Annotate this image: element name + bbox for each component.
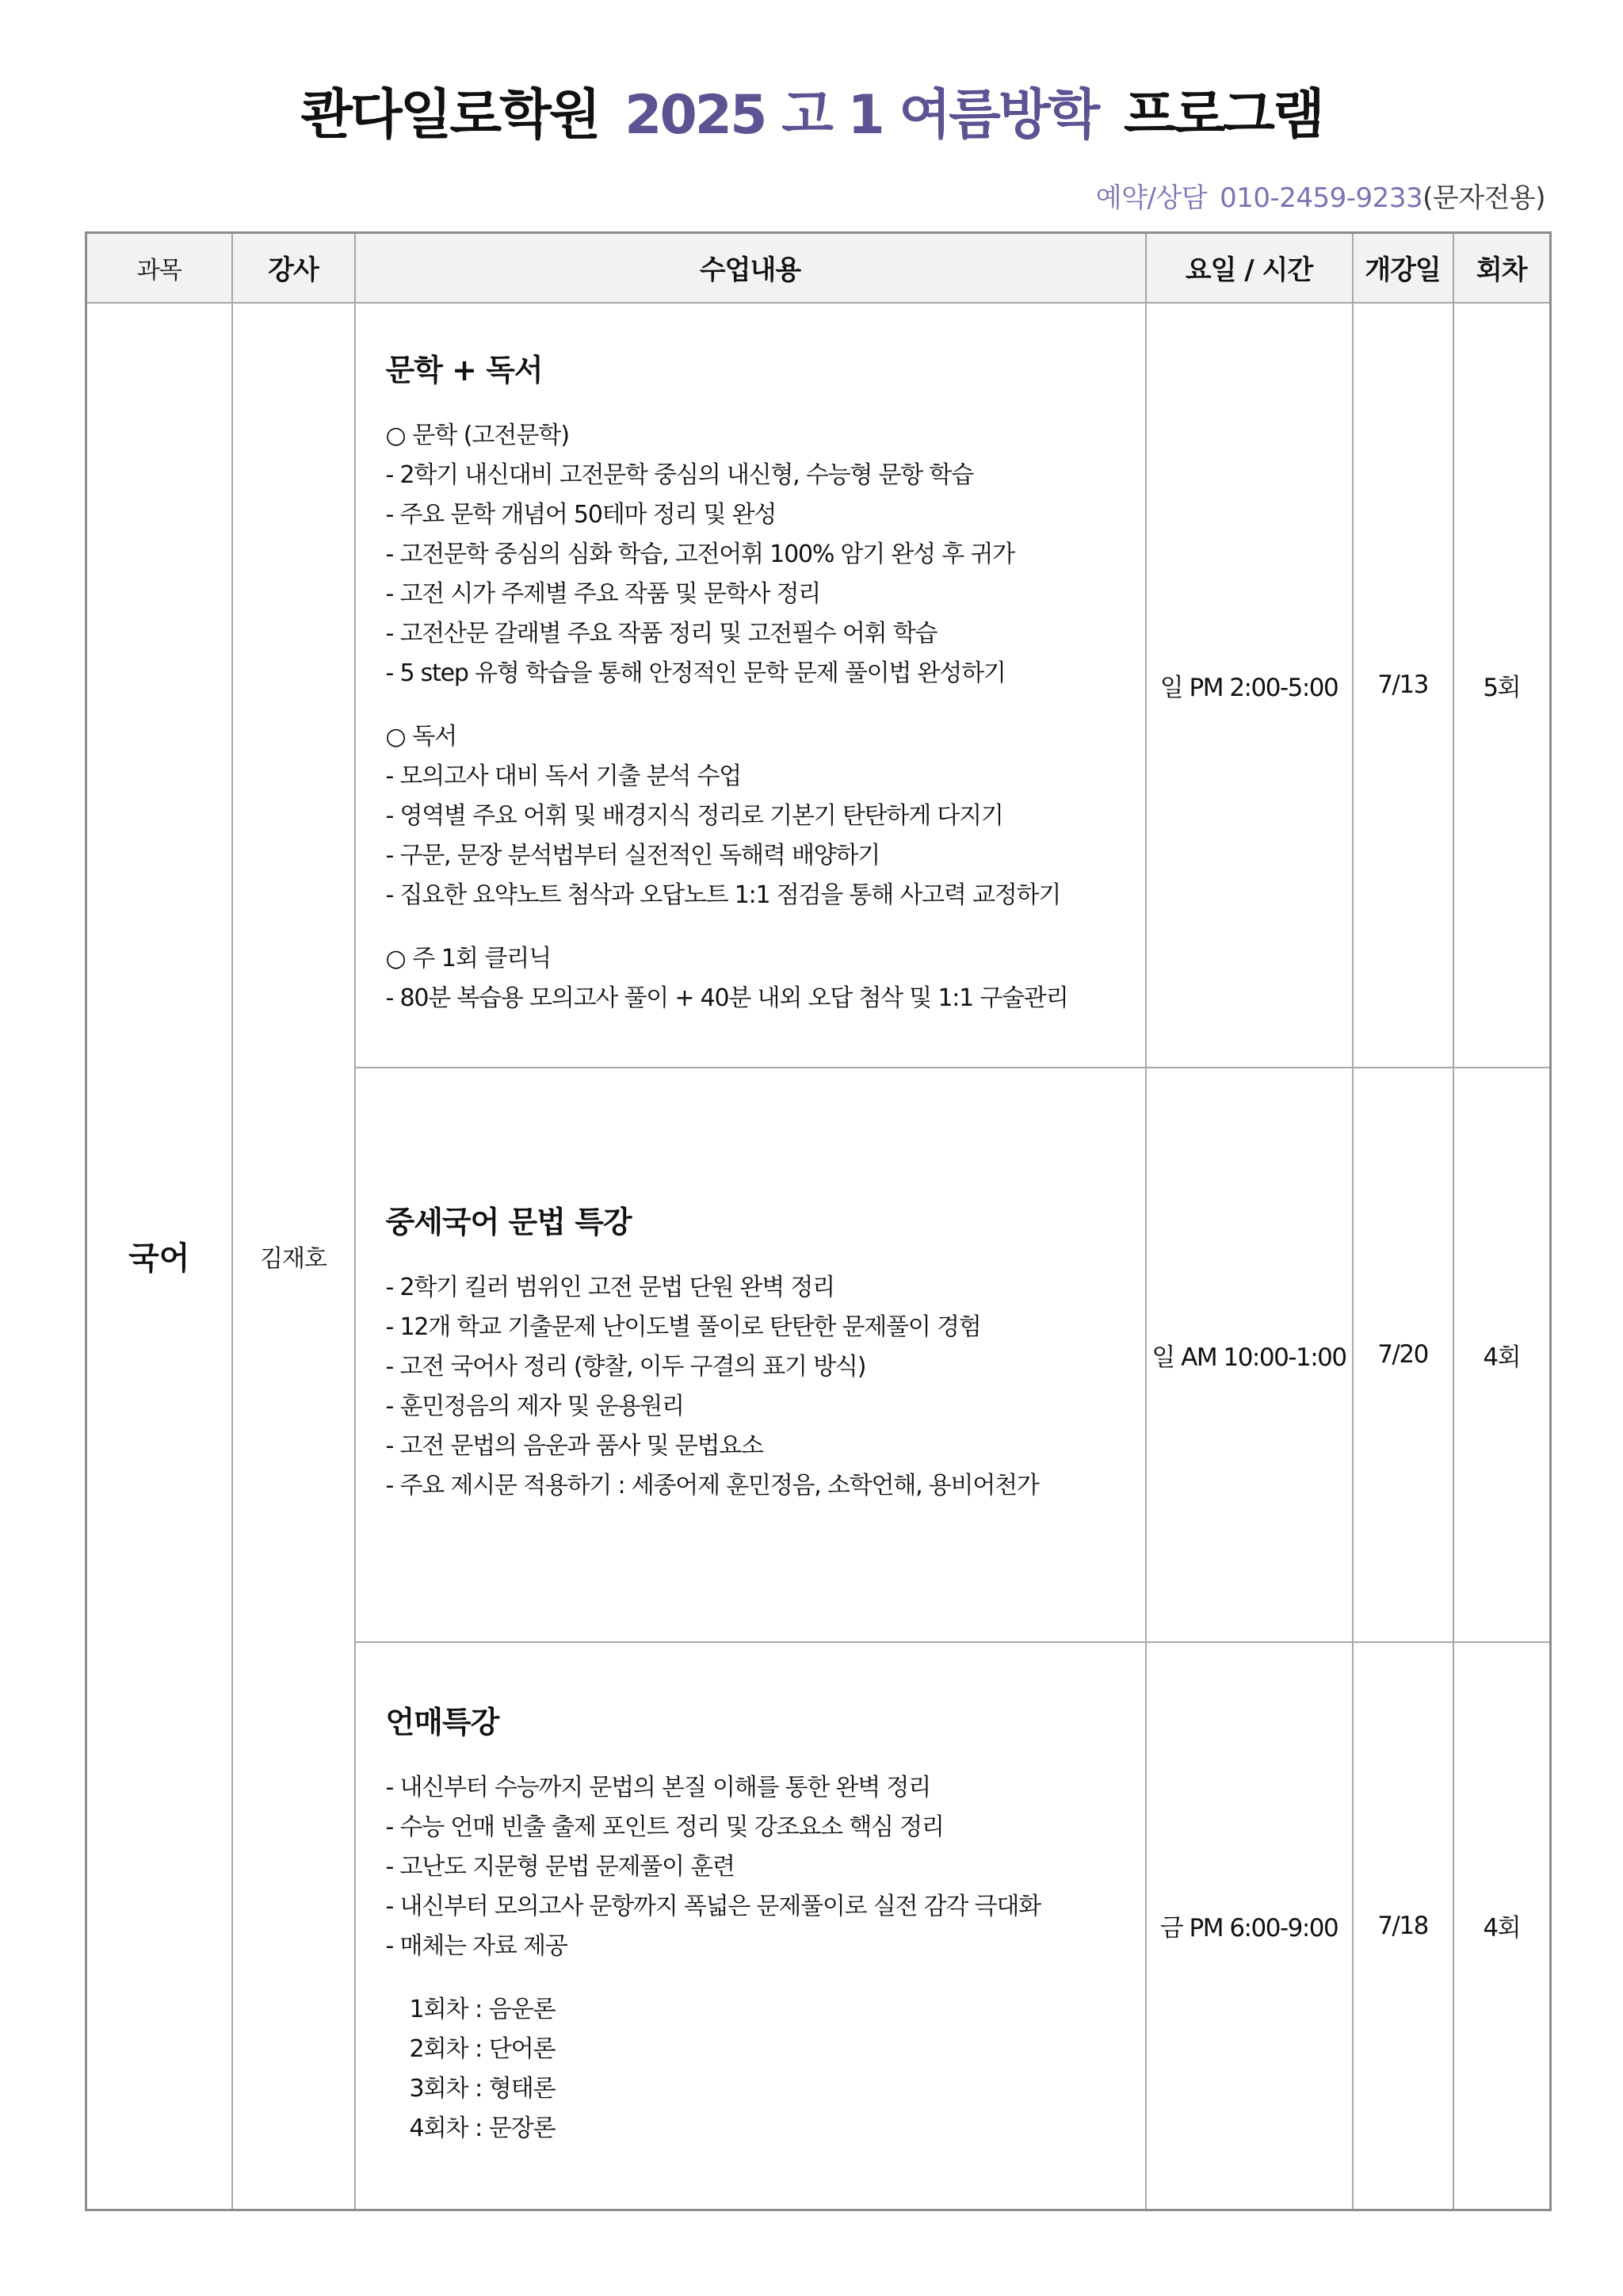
subject-cell: 국어 bbox=[86, 303, 232, 2210]
start-date-cell: 7/13 bbox=[1353, 303, 1453, 1068]
section-heading: ○ 문학 (고전문학) bbox=[385, 422, 570, 450]
table-row bbox=[86, 303, 1551, 1068]
session-plan-item: 3회차 : 형태론 bbox=[409, 2074, 556, 2103]
course-content-cell bbox=[355, 303, 1146, 1068]
list-item: - 내신부터 모의고사 문항까지 폭넓은 문제풀이로 실전 감각 극대화 bbox=[385, 1892, 1041, 1920]
course-content-cell bbox=[355, 1068, 1146, 1642]
list-item: - 고전 문법의 음운과 품사 및 문법요소 bbox=[385, 1432, 763, 1461]
column-header-start: 개강일 bbox=[1353, 233, 1453, 303]
course-title: 문학 + 독서 bbox=[385, 353, 543, 388]
session-plan-item: 4회차 : 문장론 bbox=[409, 2114, 556, 2142]
section-heading: ○ 독서 bbox=[385, 723, 457, 751]
session-plan-item: 2회차 : 단어론 bbox=[409, 2034, 556, 2063]
list-item: - 집요한 요약노트 첨삭과 오답노트 1:1 점검을 통해 사고력 교정하기 bbox=[385, 881, 1061, 910]
list-item: - 고전산문 갈래별 주요 작품 정리 및 고전필수 어휘 학습 bbox=[385, 620, 938, 648]
list-item: - 구문, 문장 분석법부터 실전적인 독해력 배양하기 bbox=[385, 842, 880, 870]
list-item: - 모의고사 대비 독서 기출 분석 수업 bbox=[385, 762, 742, 791]
schedule-cell: 금 PM 6:00-9:00 bbox=[1146, 1642, 1353, 2210]
list-item: - 고전 시가 주제별 주요 작품 및 문학사 정리 bbox=[385, 580, 821, 609]
table-header-row bbox=[86, 233, 1551, 303]
column-header-sessions: 회차 bbox=[1453, 233, 1551, 303]
academy-name: 콴다일로학원 bbox=[300, 84, 599, 147]
column-header-schedule: 요일 / 시간 bbox=[1146, 233, 1353, 303]
list-item: - 수능 언매 빈출 출제 포인트 정리 및 강조요소 핵심 정리 bbox=[385, 1813, 944, 1841]
list-item: - 12개 학교 기출문제 난이도별 풀이로 탄탄한 문제풀이 경험 bbox=[385, 1313, 981, 1342]
course-content-cell bbox=[355, 1642, 1146, 2210]
session-plan-item: 1회차 : 음운론 bbox=[409, 1995, 556, 2023]
contact-info bbox=[1096, 176, 1545, 215]
section-heading: ○ 주 1회 클리닉 bbox=[385, 945, 552, 973]
contact-phone: 010-2459-9233 bbox=[1220, 182, 1423, 214]
schedule-cell: 일 PM 2:00-5:00 bbox=[1146, 303, 1353, 1068]
list-item: - 매체는 자료 제공 bbox=[385, 1931, 567, 1960]
list-item: - 주요 제시문 적용하기 : 세종어제 훈민정음, 소학언해, 용비어천가 bbox=[385, 1472, 1039, 1500]
list-item: - 훈민정음의 제자 및 운용원리 bbox=[385, 1392, 684, 1421]
program-name: 2025 고 1 여름방학 bbox=[624, 84, 1098, 147]
page-title bbox=[0, 78, 1623, 154]
schedule-table bbox=[85, 231, 1552, 2211]
start-date-cell: 7/20 bbox=[1353, 1068, 1453, 1642]
list-item: - 내신부터 수능까지 문법의 본질 이해를 통한 완벽 정리 bbox=[385, 1773, 930, 1801]
sessions-cell: 5회 bbox=[1453, 303, 1551, 1068]
contact-label: 예약/상담 bbox=[1095, 182, 1208, 214]
column-header-teacher: 강사 bbox=[232, 233, 355, 303]
list-item: - 고난도 지문형 문법 문제풀이 훈련 bbox=[385, 1852, 735, 1881]
course-title: 중세국어 문법 특강 bbox=[385, 1205, 632, 1240]
schedule-cell: 일 AM 10:00-1:00 bbox=[1146, 1068, 1353, 1642]
list-item: - 고전 국어사 정리 (향찰, 이두 구결의 표기 방식) bbox=[385, 1353, 866, 1381]
title-suffix: 프로그램 bbox=[1123, 84, 1323, 147]
course-title: 언매특강 bbox=[385, 1704, 499, 1740]
column-header-subject: 과목 bbox=[86, 233, 232, 303]
list-item: - 주요 문학 개념어 50테마 정리 및 완성 bbox=[385, 501, 777, 529]
teacher-cell: 김재호 bbox=[232, 303, 355, 2210]
sessions-cell: 4회 bbox=[1453, 1068, 1551, 1642]
column-header-content: 수업내용 bbox=[355, 233, 1146, 303]
start-date-cell: 7/18 bbox=[1353, 1642, 1453, 2210]
contact-note: (문자전용) bbox=[1423, 182, 1545, 214]
list-item: - 2학기 킬러 범위인 고전 문법 단원 완벽 정리 bbox=[385, 1274, 834, 1302]
list-item: - 5 step 유형 학습을 통해 안정적인 문학 문제 풀이법 완성하기 bbox=[385, 659, 1006, 688]
list-item: - 80분 복습용 모의고사 풀이 + 40분 내외 오답 첨삭 및 1:1 구술관리 bbox=[385, 984, 1068, 1013]
list-item: - 고전문학 중심의 심화 학습, 고전어휘 100% 암기 완성 후 귀가 bbox=[385, 541, 1014, 569]
list-item: - 2학기 내신대비 고전문학 중심의 내신형, 수능형 문항 학습 bbox=[385, 461, 973, 490]
list-item: - 영역별 주요 어휘 및 배경지식 정리로 기본기 탄탄하게 다지기 bbox=[385, 802, 1003, 831]
sessions-cell: 4회 bbox=[1453, 1642, 1551, 2210]
